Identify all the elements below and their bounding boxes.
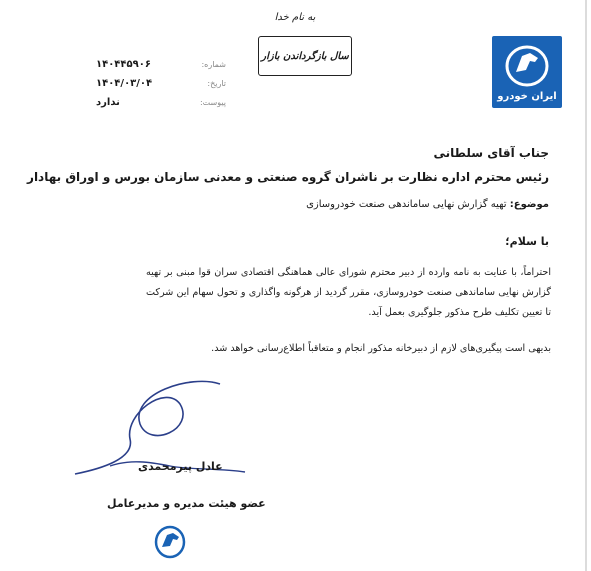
signer-name: عادل پیرمحمدی (138, 460, 223, 473)
addressee-title: رئیس محترم اداره نظارت بر ناشران گروه صنعتی و معدنی سازمان بورس و اوراق بهادار (27, 170, 549, 184)
attachment-label: پیوست: (199, 97, 226, 107)
letter-number-label: شماره: (201, 59, 226, 69)
letter-date-value: ۱۴۰۴/۰۳/۰۴ (96, 77, 153, 89)
subject-text: تهیه گزارش نهایی ساماندهی صنعت خودروسازی (306, 199, 507, 210)
motto-box (258, 36, 352, 76)
footer-horse-icon (152, 522, 188, 562)
letter-date-label: تاریخ: (207, 78, 226, 88)
motto-text: سال بازگرداندن بازار (261, 50, 349, 62)
bismillah-text: به نام خدا (274, 12, 316, 23)
body-paragraph-2: بدیهی است پیگیری‌های لازم از دبیرخانه مذکور انجام و متعاقباً اطلاع‌رسانی خواهد شد. (211, 343, 551, 354)
addressee: جناب آقای سلطانی (433, 146, 549, 160)
company-logo (492, 36, 562, 108)
page-edge (585, 0, 587, 571)
letter-date-row (96, 76, 226, 90)
subject-label: موضوع: (509, 199, 549, 210)
subject-line (306, 199, 549, 210)
greeting: با سلام؛ (505, 235, 549, 248)
body-paragraph-1: احتراماً، با عنایت به نامه وارده از دبیر محترم شورای عالی هماهنگی اقتصادی سران قوا مبنی بر تهیه گزارش نهایی ساماندهی صنعت خودروسازی، مقرر گردید از هرگونه واگذاری و تحول سهام این شرکت تا تعیین تکلیف طرح مذکور جلوگیری بعمل آید. (146, 267, 551, 318)
horse-emblem-icon (492, 36, 562, 92)
letter-number-row (96, 57, 226, 71)
attachment-value: ندارد (96, 96, 120, 108)
signer-position: عضو هیئت مدیره و مدیرعامل (107, 497, 266, 510)
logo-brand-text: ایران خودرو (497, 91, 557, 102)
attachment-row (96, 95, 226, 109)
letter-number-value: ۱۴۰۴۴۵۹۰۶ (96, 58, 151, 70)
